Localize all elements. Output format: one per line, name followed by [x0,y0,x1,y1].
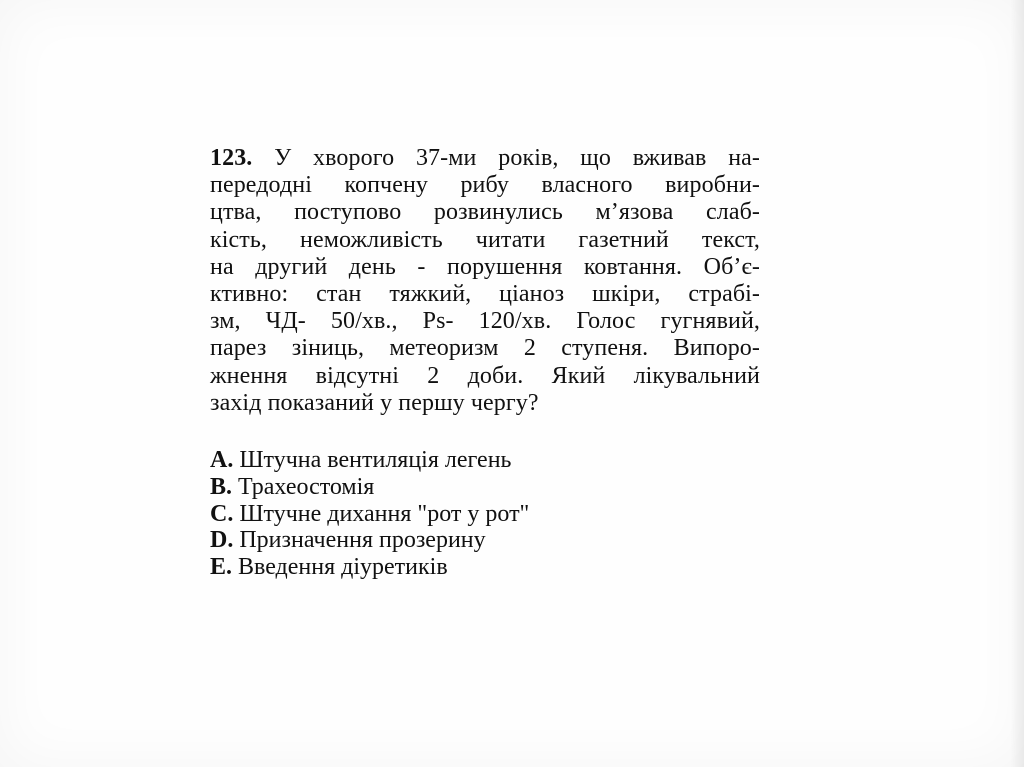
answer-letter: C. [210,500,234,527]
answer-text: Введення діуретиків [238,554,448,581]
question-line-8: парез зіниць, метеоризм 2 ступеня. Випоро- [210,335,760,362]
question-block [210,145,760,417]
answer-option-c [210,501,760,528]
answer-option-d [210,527,760,554]
answer-letter: A. [210,447,234,473]
answer-text: Штучне дихання "рот у рот" [239,500,530,527]
question-number: 123. [210,145,253,171]
question-line-10: захід показаний у першу чергу? [210,389,539,416]
answer-option-a [210,447,760,474]
answer-letter: E. [210,554,233,581]
answer-text: Штучна вентиляція легень [239,447,512,473]
question-line-6: ктивно: стан тяжкий, ціаноз шкіри, страбі- [210,281,760,308]
question-line-3: цтва, поступово розвинулись м’язова слаб- [210,199,760,226]
answer-text: Призначення прозерину [239,527,486,554]
question-line-1 [210,145,760,172]
question-line-4: кість, неможливість читати газетний текст, [210,226,760,253]
answer-letter: B. [210,473,233,500]
answer-list [210,447,760,581]
question-line-9: жнення відсутні 2 доби. Який лікувальний [210,362,760,389]
answer-option-b [210,474,760,501]
question-text-1: У хворого 37-ми років, що вживав на- [274,145,760,171]
answer-text: Трахеостомія [238,473,375,500]
question-line-2: передодні копчену рибу власного виробни- [210,172,760,199]
answer-option-e [210,554,760,581]
question-line-7: зм, ЧД- 50/хв., Ps- 120/хв. Голос гугнявий, [210,308,760,335]
question-line-5: на другий день - порушення ковтання. Об’є- [210,253,760,280]
answer-letter: D. [210,527,234,554]
page-edge-shadow [1010,0,1024,767]
